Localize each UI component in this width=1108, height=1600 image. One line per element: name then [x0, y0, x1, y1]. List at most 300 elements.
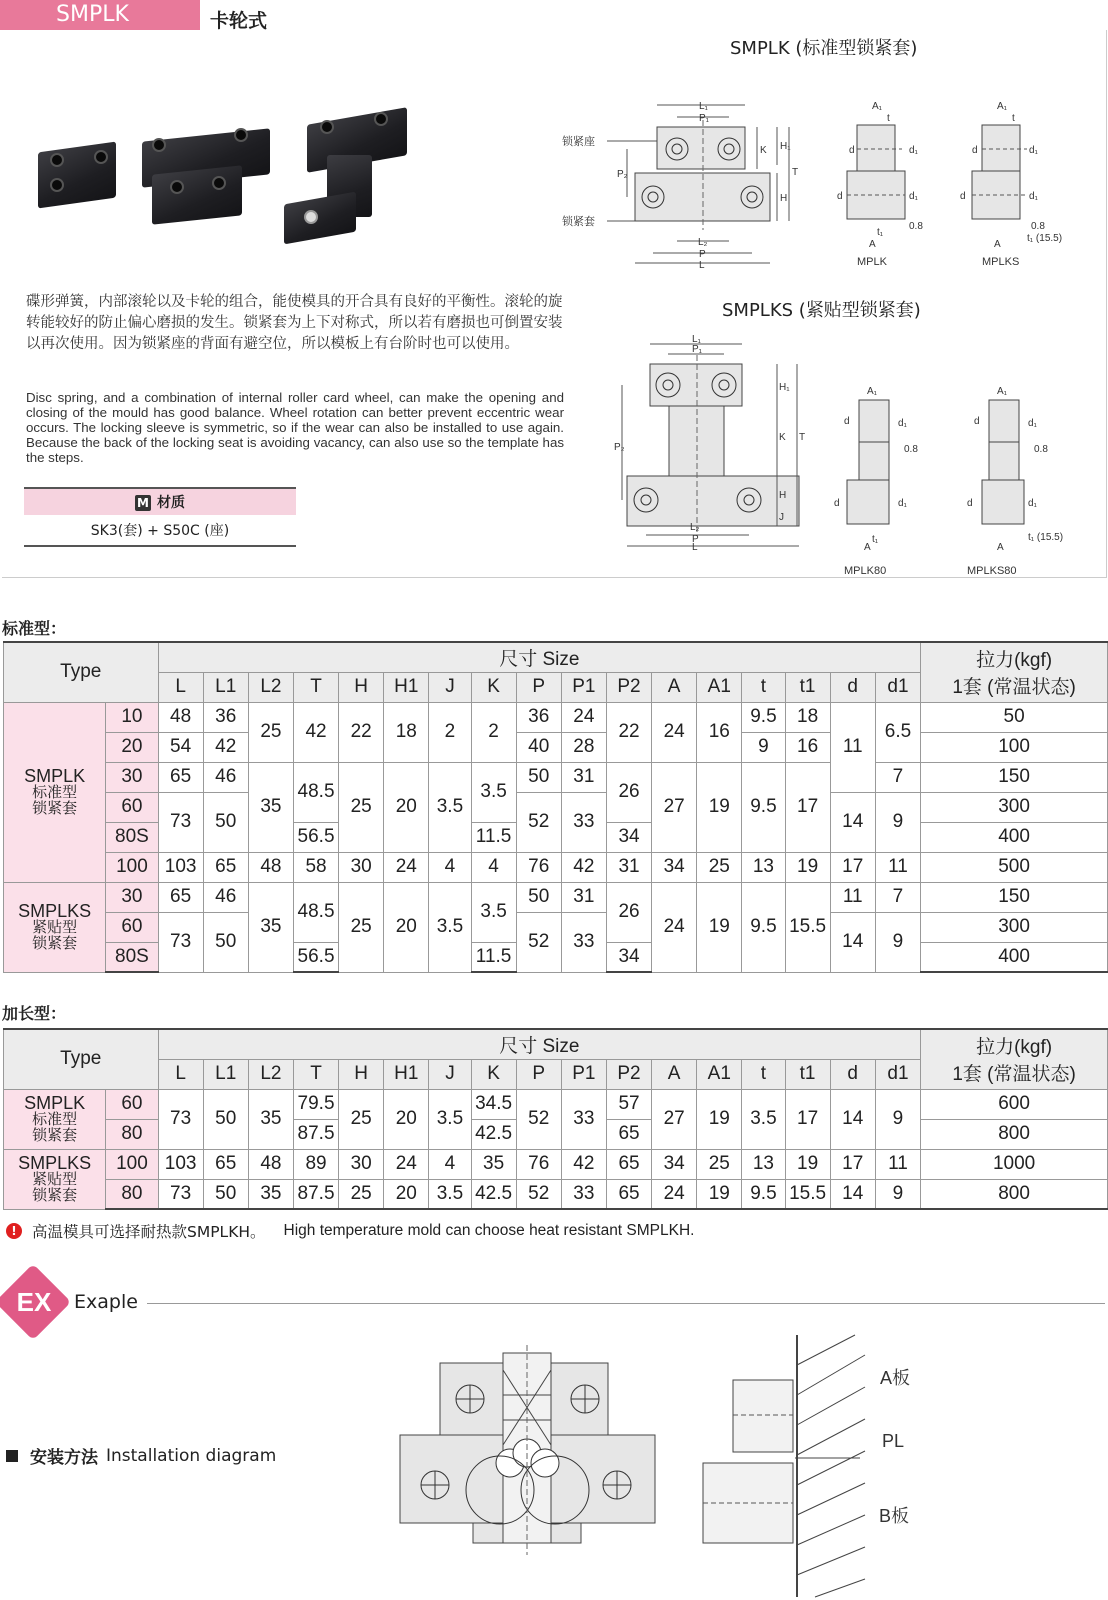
column-header-t: t	[742, 1059, 785, 1089]
table-cell: 50	[203, 1179, 248, 1209]
dimension-label: K	[760, 145, 767, 156]
table-cell: 17	[785, 762, 830, 852]
table-cell: 35	[248, 762, 293, 852]
standard-table-title: 标准型：	[2, 619, 67, 638]
top-panel	[2, 30, 1107, 578]
group-smplk: SMPLK 标准型 锁紧套	[4, 702, 106, 882]
table-cell: 33	[561, 1089, 606, 1149]
table-row	[4, 732, 1108, 762]
table-cell: 35	[248, 882, 293, 972]
dimension-label: P	[692, 534, 699, 545]
table-cell: 3.5	[429, 1089, 471, 1149]
table-cell: 34	[652, 852, 697, 882]
table-cell: 57	[606, 1089, 651, 1119]
product-subtitle: 卡轮式	[210, 10, 268, 32]
table-cell: 19	[697, 1089, 742, 1149]
table-cell: 50	[203, 1089, 248, 1149]
table-cell: 4	[429, 1149, 471, 1179]
dimension-label: T	[799, 432, 806, 443]
table-cell: 300	[921, 792, 1108, 822]
size-header: 尺寸 Size	[158, 642, 921, 672]
table-cell: 56.5	[293, 822, 338, 852]
dimension-label: P	[699, 249, 706, 260]
table-cell: 30	[339, 1149, 384, 1179]
column-header-p2: P2	[606, 672, 651, 702]
dimension-label: d₁	[909, 145, 918, 156]
table-cell: 80	[106, 1179, 158, 1209]
table-cell: 3.5	[471, 882, 516, 942]
column-header-p1: P1	[561, 1059, 606, 1089]
table-cell: 46	[203, 762, 248, 792]
table-cell: 20	[384, 1089, 429, 1149]
column-header-d1: d1	[875, 672, 920, 702]
column-header-l1: L1	[203, 672, 248, 702]
label-mplk: MPLK	[857, 256, 887, 268]
table-cell: 17	[785, 1089, 830, 1149]
dimension-label: T	[792, 167, 799, 178]
table-cell: 22	[606, 702, 651, 762]
dimension-label: d₁	[1029, 145, 1038, 156]
column-header-k: K	[471, 672, 516, 702]
material-box	[24, 487, 296, 547]
table-cell: 52	[516, 912, 561, 972]
example-divider	[147, 1303, 1105, 1304]
column-header-a1: A1	[697, 672, 742, 702]
standard-spec-table	[3, 641, 1108, 973]
table-cell: 3.5	[742, 1089, 785, 1149]
table-cell: 3.5	[429, 882, 471, 972]
column-header-k: K	[471, 1059, 516, 1089]
column-header-p1: P1	[561, 672, 606, 702]
table-cell: 25	[697, 852, 742, 882]
table-cell: 7	[875, 882, 920, 912]
table-cell: 20	[384, 1179, 429, 1209]
column-header-d1: d1	[875, 1059, 920, 1089]
dimension-label: K	[779, 432, 786, 443]
table-cell: 54	[158, 732, 203, 762]
dimension-label: L₂	[690, 522, 700, 533]
table-cell: 25	[248, 702, 293, 762]
table-cell: 33	[561, 1179, 606, 1209]
column-header-p2: P2	[606, 1059, 651, 1089]
description-cn: 碟形弹簧，内部滚轮以及卡轮的组合，能使模具的开合具有良好的平衡性。滚轮的旋转能较好的防止偏心磨损的发生。锁紧套为上下对称式，所以若有磨损也可倒置安装以再次使用。因为锁紧座的背面有避空位，所以模板上有台阶时也可以使用。	[26, 294, 563, 352]
table-cell: 50	[516, 762, 561, 792]
table-cell: 25	[339, 762, 384, 852]
column-header-t: T	[293, 1059, 338, 1089]
table-cell: 24	[652, 882, 697, 972]
table-cell: 17	[830, 1149, 875, 1179]
table-cell: 42	[561, 852, 606, 882]
plate-b-label: B板	[879, 1506, 910, 1526]
table-cell: 100	[106, 1149, 158, 1179]
table-cell: 103	[158, 1149, 203, 1179]
table-cell: 35	[248, 1179, 293, 1209]
table-cell: 14	[830, 792, 875, 852]
table-cell: 20	[384, 762, 429, 852]
table-cell: 9.5	[742, 1179, 785, 1209]
table-cell: 24	[652, 1179, 697, 1209]
dimension-label: t₁	[872, 534, 879, 545]
table-cell: 42	[203, 732, 248, 762]
table-cell: 42	[293, 702, 338, 762]
table-cell: 73	[158, 792, 203, 852]
group-smplk: SMPLK 标准型 锁紧套	[4, 1089, 106, 1149]
dimension-label: t₁ (15.5)	[1027, 233, 1063, 244]
dimension-label: L	[692, 542, 698, 553]
type-header: Type	[4, 1029, 159, 1089]
dimension-label: d₁	[898, 498, 907, 509]
table-cell: 65	[158, 762, 203, 792]
dimension-label: P₂	[617, 169, 628, 180]
table-cell: 30	[339, 852, 384, 882]
column-header-d: d	[830, 1059, 875, 1089]
column-header-d: d	[830, 672, 875, 702]
table-cell: 80S	[106, 942, 158, 972]
table-cell: 40	[516, 732, 561, 762]
table-cell: 24	[561, 702, 606, 732]
table-cell: 73	[158, 912, 203, 972]
dimension-label: A₁	[997, 101, 1008, 112]
dimension-label: d	[834, 498, 840, 509]
table-cell: 2	[429, 702, 471, 762]
table-cell: 9	[875, 912, 920, 972]
installation-diagram	[395, 1335, 1105, 1597]
table-cell: 52	[516, 1179, 561, 1209]
table-cell: 79.5	[293, 1089, 338, 1119]
table-cell: 30	[106, 762, 158, 792]
column-header-j: J	[429, 672, 471, 702]
dimension-label: 0.8	[1034, 444, 1048, 455]
table-cell: 9	[875, 1179, 920, 1209]
table-cell: 6.5	[875, 702, 920, 762]
table-cell: 11.5	[471, 822, 516, 852]
heat-resistant-note: ! 高温模具可选择耐热款SMPLKH。 High temperature mold can choose heat resistant SMPLKH.	[6, 1220, 694, 1242]
dimension-label: H	[779, 490, 787, 501]
table-cell: 50	[921, 702, 1108, 732]
table-cell: 150	[921, 762, 1108, 792]
dimension-label: L₂	[698, 237, 708, 248]
dimension-label: d₁	[1029, 191, 1038, 202]
table-cell: 27	[652, 1089, 697, 1149]
table-row	[4, 702, 1108, 732]
dimension-label: t₁	[877, 227, 884, 238]
table-cell: 65	[606, 1179, 651, 1209]
column-header-a: A	[652, 672, 697, 702]
table-cell: 34.5	[471, 1089, 516, 1119]
table-cell: 34	[606, 822, 651, 852]
table-cell: 15.5	[785, 882, 830, 972]
dimension-label: d₁	[909, 191, 918, 202]
column-header-p: P	[516, 672, 561, 702]
table-cell: 65	[158, 882, 203, 912]
dimension-label: H₁	[780, 141, 791, 152]
table-cell: 400	[921, 822, 1108, 852]
description-en: Disc spring, and a combination of internal roller card wheel, can make the opening and closing of the mould has good balance. Wheel rotation can better prevent eccentric wear occurs. The locking sleeve is symmetric, so if the wear can also be installed to use again. Because the back of the locking seat is avoiding vacancy, can also use so the template has the steps.	[26, 390, 564, 465]
dimension-label: A₁	[997, 386, 1008, 397]
table-cell: 48	[158, 702, 203, 732]
table-cell: 500	[921, 852, 1108, 882]
table-cell: 76	[516, 852, 561, 882]
dimension-label: A₁	[872, 101, 883, 112]
close-type-drawing	[602, 330, 1107, 577]
column-header-p: P	[516, 1059, 561, 1089]
dimension-label: d	[837, 191, 843, 202]
table-row	[4, 912, 1108, 942]
dimension-label: A	[864, 542, 871, 553]
label-mplks80: MPLKS80	[967, 565, 1017, 577]
table-cell: 9	[875, 1089, 920, 1149]
product-tab: SMPLK	[0, 0, 200, 30]
table-row	[4, 1179, 1108, 1209]
table-cell: 14	[830, 912, 875, 972]
table-cell: 19	[697, 762, 742, 852]
table-cell: 65	[606, 1119, 651, 1149]
table-cell: 31	[606, 852, 651, 882]
group-smplks: SMPLKS 紧贴型 锁紧套	[4, 1149, 106, 1209]
table-cell: 9	[875, 792, 920, 852]
dimension-label: d	[974, 416, 980, 427]
table-cell: 4	[429, 852, 471, 882]
table-cell: 34	[606, 942, 651, 972]
table-cell: 10	[106, 702, 158, 732]
table-cell: 52	[516, 792, 561, 852]
table-cell: 18	[785, 702, 830, 732]
dimension-label: d	[967, 498, 973, 509]
table-cell: 73	[158, 1089, 203, 1149]
long-spec-table	[3, 1028, 1108, 1210]
table-cell: 33	[561, 792, 606, 852]
table-cell: 300	[921, 912, 1108, 942]
dimension-label: P₂	[614, 442, 625, 453]
force-header: 拉力(kgf) 1套 (常温状态)	[921, 1029, 1108, 1089]
table-cell: 25	[339, 1179, 384, 1209]
table-cell: 48.5	[293, 882, 338, 942]
table-row	[4, 1149, 1108, 1179]
dimension-label: P₁	[699, 113, 710, 124]
dimension-label: t₁ (15.5)	[1028, 532, 1064, 543]
table-cell: 13	[742, 852, 785, 882]
table-cell: 27	[652, 762, 697, 852]
dimension-label: H₁	[779, 382, 790, 393]
table-cell: 16	[785, 732, 830, 762]
column-header-h1: H1	[384, 1059, 429, 1089]
column-header-a1: A1	[697, 1059, 742, 1089]
table-row	[4, 762, 1108, 792]
table-cell: 100	[921, 732, 1108, 762]
column-header-h: H	[339, 1059, 384, 1089]
table-cell: 9.5	[742, 762, 785, 852]
table-cell: 24	[652, 702, 697, 762]
table-cell: 7	[875, 762, 920, 792]
table-cell: 42.5	[471, 1179, 516, 1209]
table-cell: 65	[203, 852, 248, 882]
table-cell: 19	[785, 852, 830, 882]
table-cell: 9	[742, 732, 785, 762]
table-cell: 65	[606, 1149, 651, 1179]
material-value: SK3(套) + S50C (座)	[24, 515, 296, 547]
dimension-label: d	[844, 416, 850, 427]
table-cell: 87.5	[293, 1179, 338, 1209]
table-cell: 80S	[106, 822, 158, 852]
dimension-label: A₁	[867, 386, 878, 397]
table-cell: 48	[248, 852, 293, 882]
table-cell: 17	[830, 852, 875, 882]
table-row	[4, 882, 1108, 912]
table-cell: 25	[697, 1149, 742, 1179]
table-cell: 11	[875, 1149, 920, 1179]
table-cell: 26	[606, 882, 651, 942]
table-cell: 76	[516, 1149, 561, 1179]
column-header-a: A	[652, 1059, 697, 1089]
column-header-t: T	[293, 672, 338, 702]
table-cell: 20	[384, 882, 429, 972]
dimension-label: 0.8	[909, 221, 923, 232]
table-cell: 150	[921, 882, 1108, 912]
column-header-t: t	[742, 672, 785, 702]
standard-diagram-title: SMPLK (标准型锁紧套)	[730, 38, 918, 59]
table-cell: 19	[785, 1149, 830, 1179]
dimension-label: L₁	[699, 101, 708, 112]
table-cell: 20	[106, 732, 158, 762]
table-cell: 100	[106, 852, 158, 882]
dimension-label: d	[849, 145, 855, 156]
table-cell: 50	[203, 912, 248, 972]
standard-type-drawing	[557, 65, 1107, 280]
table-cell: 25	[339, 882, 384, 972]
table-cell: 14	[830, 1089, 875, 1149]
column-header-j: J	[429, 1059, 471, 1089]
group-smplks: SMPLKS 紧贴型 锁紧套	[4, 882, 106, 972]
plate-a-label: A板	[880, 1368, 911, 1388]
table-cell: 56.5	[293, 942, 338, 972]
table-row	[4, 792, 1108, 822]
dimension-label: d₁	[898, 418, 907, 429]
table-cell: 50	[516, 882, 561, 912]
column-header-l1: L1	[203, 1059, 248, 1089]
table-cell: 18	[384, 702, 429, 762]
dimension-label: 0.8	[1031, 221, 1045, 232]
column-header-t1: t1	[785, 672, 830, 702]
table-cell: 600	[921, 1089, 1108, 1119]
dimension-label: 0.8	[904, 444, 918, 455]
label-mplk80: MPLK80	[844, 565, 887, 577]
size-header: 尺寸 Size	[158, 1029, 921, 1059]
table-cell: 25	[339, 1089, 384, 1149]
table-cell: 60	[106, 1089, 158, 1119]
table-cell: 34	[652, 1149, 697, 1179]
label-mplks: MPLKS	[982, 256, 1020, 268]
table-cell: 22	[339, 702, 384, 762]
table-cell: 87.5	[293, 1119, 338, 1149]
table-cell: 9.5	[742, 702, 785, 732]
table-cell: 52	[516, 1089, 561, 1149]
table-cell: 3.5	[429, 762, 471, 852]
material-icon: M	[135, 495, 151, 511]
table-cell: 11	[830, 702, 875, 792]
example-badge-text: EX	[16, 1287, 52, 1317]
table-cell: 33	[561, 912, 606, 972]
dimension-label: A	[994, 239, 1001, 250]
dimension-label: P₁	[692, 344, 703, 355]
table-cell: 30	[106, 882, 158, 912]
table-cell: 73	[158, 1179, 203, 1209]
table-cell: 800	[921, 1179, 1108, 1209]
table-cell: 800	[921, 1119, 1108, 1149]
table-cell: 16	[697, 702, 742, 762]
table-cell: 15.5	[785, 1179, 830, 1209]
seat-label: 锁紧座	[562, 136, 595, 148]
install-heading: 安装方法 Installation diagram	[6, 1443, 276, 1468]
table-cell: 48.5	[293, 762, 338, 822]
column-header-h1: H1	[384, 672, 429, 702]
table-cell: 36	[516, 702, 561, 732]
material-header: M 材质	[24, 487, 296, 515]
table-cell: 36	[203, 702, 248, 732]
table-cell: 89	[293, 1149, 338, 1179]
table-cell: 60	[106, 912, 158, 942]
table-cell: 19	[697, 1179, 742, 1209]
dimension-label: d	[960, 191, 966, 202]
table-cell: 400	[921, 942, 1108, 972]
table-cell: 3.5	[471, 762, 516, 822]
table-cell: 2	[471, 702, 516, 762]
example-label: Exaple	[74, 1291, 138, 1313]
force-header: 拉力(kgf) 1套 (常温状态)	[921, 642, 1108, 702]
table-cell: 19	[697, 882, 742, 972]
table-cell: 60	[106, 792, 158, 822]
dimension-label: L	[699, 260, 705, 271]
dimension-label: d₁	[1028, 498, 1037, 509]
table-row	[4, 852, 1108, 882]
table-cell: 103	[158, 852, 203, 882]
parting-line-label: PL	[882, 1431, 905, 1451]
column-header-l: L	[158, 672, 203, 702]
close-diagram-title: SMPLKS (紧贴型锁紧套)	[722, 300, 921, 321]
table-cell: 9.5	[742, 882, 785, 972]
table-cell: 14	[830, 1179, 875, 1209]
dimension-label: d₁	[1028, 418, 1037, 429]
table-cell: 46	[203, 882, 248, 912]
column-header-l2: L2	[248, 1059, 293, 1089]
table-cell: 1000	[921, 1149, 1108, 1179]
type-header: Type	[4, 642, 159, 702]
table-cell: 26	[606, 762, 651, 822]
dimension-label: L₁	[692, 334, 701, 345]
dimension-label: t	[1012, 113, 1015, 124]
dimension-label: A	[869, 239, 876, 250]
table-cell: 4	[471, 852, 516, 882]
table-cell: 35	[471, 1149, 516, 1179]
table-cell: 11	[875, 852, 920, 882]
table-cell: 42.5	[471, 1119, 516, 1149]
dimension-label: J	[779, 512, 784, 523]
long-table-title: 加长型：	[2, 1004, 67, 1023]
column-header-h: H	[339, 672, 384, 702]
column-header-t1: t1	[785, 1059, 830, 1089]
table-cell: 42	[561, 1149, 606, 1179]
table-row	[4, 1089, 1108, 1119]
table-cell: 31	[561, 762, 606, 792]
dimension-label: A	[997, 542, 1004, 553]
warning-icon: !	[6, 1223, 22, 1239]
table-cell: 11	[830, 882, 875, 912]
table-cell: 35	[248, 1089, 293, 1149]
dimension-label: H	[780, 193, 788, 204]
table-cell: 80	[106, 1119, 158, 1149]
dimension-label: t	[887, 113, 890, 124]
dimension-label: d	[972, 145, 978, 156]
bullet-icon	[6, 1450, 18, 1462]
